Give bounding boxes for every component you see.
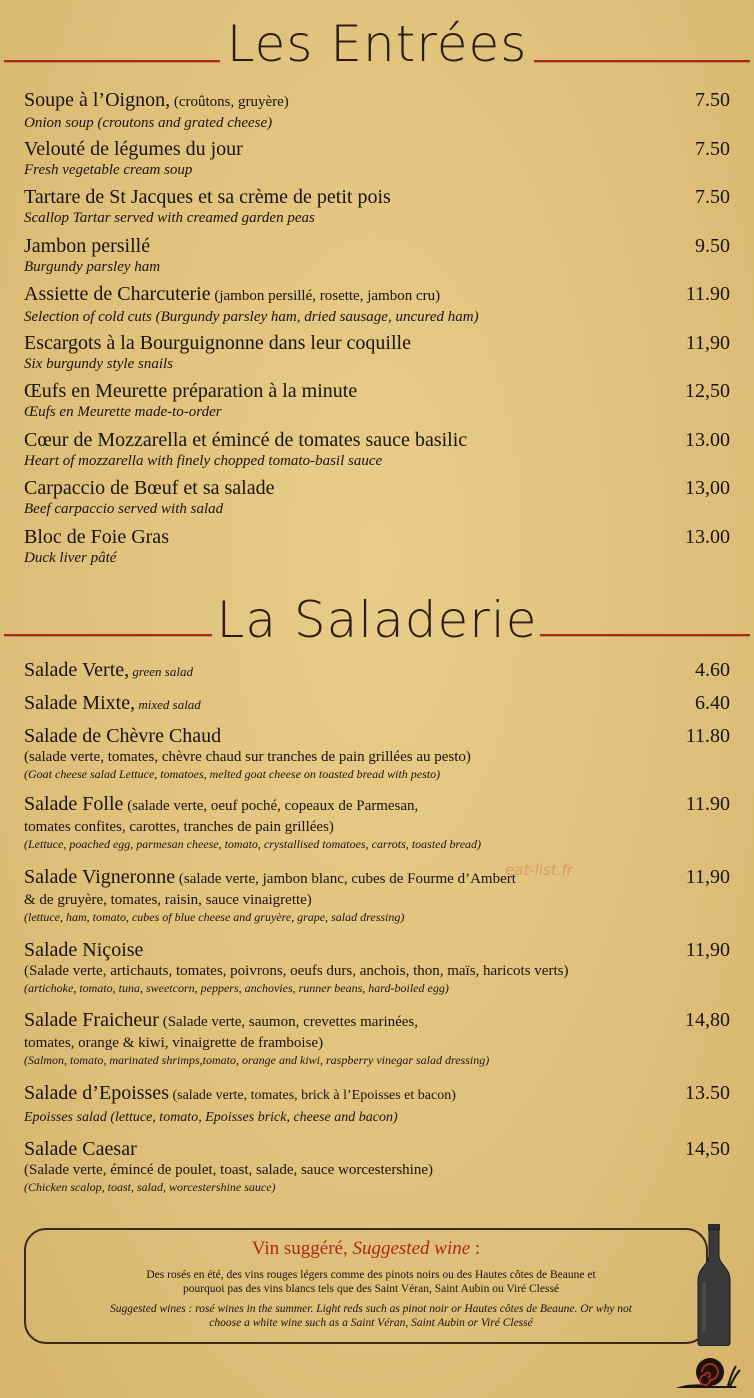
item-name: Tartare de St Jacques et sa crème de petit pois bbox=[24, 186, 391, 208]
item-translation: (Goat cheese salad Lettuce, tomatoes, melted goat cheese on toasted bread with pesto) bbox=[24, 767, 441, 781]
item-price: 11,90 bbox=[685, 866, 730, 888]
item-translation: Onion soup (croutons and grated cheese) bbox=[24, 115, 273, 131]
snail-icon bbox=[672, 1352, 742, 1392]
menu-item bbox=[24, 185, 730, 234]
item-translation: (Lettuce, poached egg, parmesan cheese, tomato, crystallised tomatoes, carrots, toasted bread) bbox=[24, 837, 482, 851]
item-price: 11,90 bbox=[685, 331, 730, 354]
item-name: Soupe à l’Oignon, (croûtons, gruyère) bbox=[24, 89, 289, 111]
menu-item bbox=[24, 724, 730, 792]
item-name: Salade Verte, green salad bbox=[24, 659, 193, 681]
item-translation: Scallop Tartar served with creamed garden peas bbox=[24, 210, 315, 226]
menu-item bbox=[24, 1081, 730, 1137]
menu-item bbox=[24, 379, 730, 428]
wine-title: Vin suggéré, Suggested wine : bbox=[251, 1238, 481, 1259]
item-description: tomates, orange & kiwi, vinaigrette de framboise) bbox=[24, 1035, 324, 1051]
item-name: Salade d’Epoisses (salade verte, tomates, brick à l’Epoisses et bacon) bbox=[24, 1082, 456, 1104]
menu-item bbox=[24, 865, 730, 938]
item-price: 11.90 bbox=[685, 283, 730, 305]
menu-item bbox=[24, 691, 730, 724]
menu-item bbox=[24, 282, 730, 331]
item-price: 14,50 bbox=[685, 1138, 730, 1160]
item-translation: (artichoke, tomato, tuna, sweetcorn, peppers, anchovies, runner beans, hard-boiled egg) bbox=[24, 981, 449, 995]
item-name: Cœur de Mozzarella et émincé de tomates sauce basilic bbox=[24, 428, 468, 451]
item-price: 11,90 bbox=[685, 939, 730, 961]
wine-suggestion-box bbox=[24, 1228, 708, 1344]
item-price: 7.50 bbox=[695, 89, 730, 111]
item-description: & de gruyère, tomates, raisin, sauce vinaigrette) bbox=[24, 892, 312, 908]
menu-item bbox=[24, 476, 730, 525]
item-price: 4.60 bbox=[695, 659, 730, 681]
menu-item bbox=[24, 137, 730, 186]
section-title-entrees: Les Entrées bbox=[226, 15, 528, 73]
item-name: Escargots à la Bourguignonne dans leur coquille bbox=[24, 331, 411, 354]
section-title-saladerie: La Saladerie bbox=[216, 591, 538, 649]
menu-item bbox=[24, 525, 730, 574]
menu-item bbox=[24, 1137, 730, 1207]
wine-text-fr: Des rosés en été, des vins rouges légers comme des pinots noirs ou des Hautes côtes de Beaune et pourquoi pas des vins blancs tels que des Saint Véran, Saint Aubin ou Viré Clessé bbox=[146, 1269, 596, 1295]
item-price: 11.80 bbox=[685, 725, 730, 747]
item-translation: (Chicken scalop, toast, salad, worcestershine sauce) bbox=[24, 1180, 276, 1194]
menu-item bbox=[24, 1008, 730, 1081]
item-name: Œufs en Meurette préparation à la minute bbox=[24, 380, 358, 402]
item-translation: Selection of cold cuts (Burgundy parsley ham, dried sausage, uncured ham) bbox=[24, 309, 479, 325]
item-price: 6.40 bbox=[695, 692, 730, 714]
item-name: Carpaccio de Bœuf et sa salade bbox=[24, 477, 275, 499]
item-name: Salade Folle (salade verte, oeuf poché, copeaux de Parmesan, bbox=[24, 793, 419, 815]
item-name: Salade Mixte, mixed salad bbox=[24, 692, 201, 714]
item-price: 7.50 bbox=[695, 186, 730, 208]
item-translation: Beef carpaccio served with salad bbox=[24, 501, 224, 517]
entrees-list bbox=[24, 88, 730, 573]
item-name: Assiette de Charcuterie (jambon persillé, rosette, jambon cru) bbox=[24, 283, 441, 305]
watermark: eat-list.fr bbox=[505, 861, 573, 879]
item-translation: Œufs en Meurette made-to-order bbox=[24, 404, 222, 420]
item-description: (Salade verte, émincé de poulet, toast, salade, sauce worcestershine) bbox=[24, 1162, 433, 1178]
item-translation: (Salmon, tomato, marinated shrimps,tomato, orange and kiwi, raspberry vinegar salad dressing) bbox=[24, 1053, 490, 1067]
item-translation: Duck liver pâté bbox=[24, 549, 117, 566]
item-translation: (lettuce, ham, tomato, cubes of blue cheese and gruyère, grape, salad dressing) bbox=[24, 910, 405, 924]
item-price: 13.00 bbox=[685, 525, 730, 548]
saladerie-header bbox=[0, 590, 754, 650]
item-translation: Epoisses salad (lettuce, tomato, Epoisses brick, cheese and bacon) bbox=[24, 1110, 398, 1125]
item-name: Salade Fraicheur (Salade verte, saumon, crevettes marinées, bbox=[24, 1009, 419, 1031]
item-name: Salade de Chèvre Chaud bbox=[24, 725, 222, 747]
item-translation: Six burgundy style snails bbox=[24, 355, 174, 372]
item-name: Jambon persillé bbox=[24, 234, 151, 257]
item-translation: Fresh vegetable cream soup bbox=[24, 161, 193, 178]
item-price: 11.90 bbox=[685, 793, 730, 815]
item-name: Velouté de légumes du jour bbox=[24, 137, 243, 160]
item-price: 7.50 bbox=[695, 137, 730, 160]
item-translation: Heart of mozzarella with finely chopped tomato-basil sauce bbox=[24, 452, 383, 469]
item-price: 12,50 bbox=[685, 380, 730, 402]
menu-item bbox=[24, 331, 730, 380]
wine-text-en: Suggested wines : rosé wines in the summer. Light reds such as pinot noir or Hautes côtes de Beaune. Or why not choose a white wine such as a Saint Véran, Saint Aubin or Viré Clessé bbox=[109, 1303, 633, 1329]
menu-item bbox=[24, 938, 730, 1008]
menu-item bbox=[24, 428, 730, 477]
wine-bottle-icon bbox=[694, 1224, 734, 1346]
item-name: Salade Caesar bbox=[24, 1138, 137, 1160]
menu-item bbox=[24, 234, 730, 283]
saladerie-list bbox=[24, 658, 730, 1207]
item-translation: Burgundy parsley ham bbox=[24, 258, 161, 275]
item-name: Salade Niçoise bbox=[24, 939, 144, 961]
menu-item bbox=[24, 658, 730, 691]
item-name: Bloc de Foie Gras bbox=[24, 525, 169, 548]
entrees-header bbox=[0, 14, 754, 74]
item-description: (Salade verte, artichauts, tomates, poivrons, oeufs durs, anchois, thon, maïs, haricots verts) bbox=[24, 963, 569, 979]
item-description: (salade verte, tomates, chèvre chaud sur tranches de pain grillées au pesto) bbox=[24, 749, 471, 765]
item-price: 9.50 bbox=[695, 234, 730, 257]
item-description: tomates confites, carottes, tranches de pain grillées) bbox=[24, 819, 334, 835]
menu-item bbox=[24, 792, 730, 865]
item-price: 14,80 bbox=[685, 1009, 730, 1031]
item-price: 13.00 bbox=[685, 428, 730, 451]
item-price: 13,00 bbox=[685, 477, 730, 499]
item-price: 13.50 bbox=[685, 1082, 730, 1104]
menu-item bbox=[24, 88, 730, 137]
item-name: Salade Vigneronne (salade verte, jambon blanc, cubes de Fourme d’Ambert bbox=[24, 866, 516, 888]
